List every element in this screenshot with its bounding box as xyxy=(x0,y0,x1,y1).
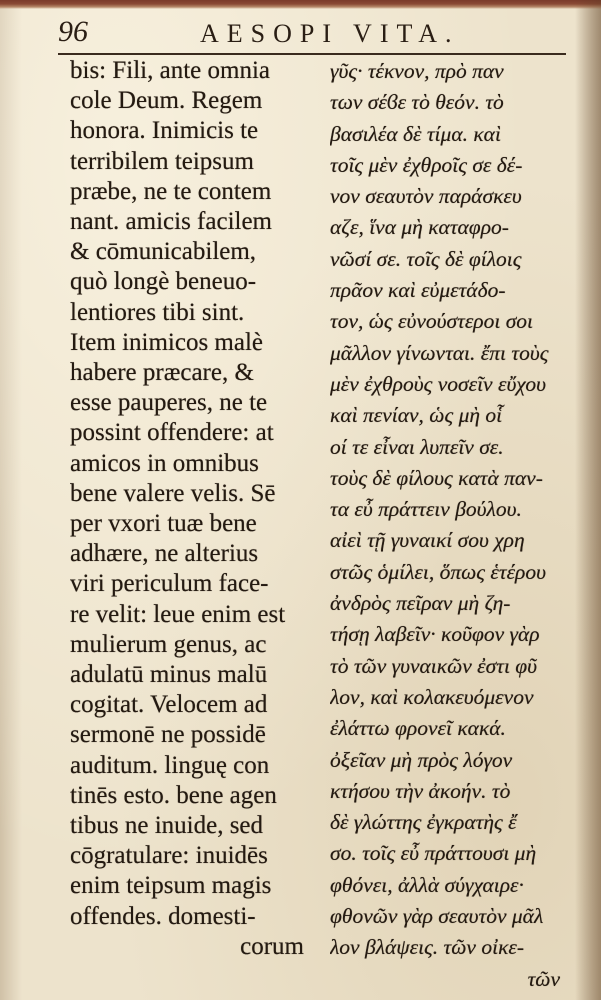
greek-column xyxy=(330,56,580,995)
greek-text-line: τήσῃ λαβεῖν· κοῦφον γὰρ xyxy=(330,622,540,647)
latin-text-line: terribilem teipsum xyxy=(70,147,254,175)
greek-text-line: μὲν ἐχθροὺς νοσεῖν εὔχου xyxy=(330,371,546,396)
greek-text-line: τον, ὡς εὐνούστεροι σοι xyxy=(330,309,534,334)
greek-text-line: λον βλάψεις. τῶν οἰκε- xyxy=(330,935,525,960)
greek-text-line: δὲ γλώττης ἐγκρατὴς ἔ xyxy=(330,810,517,835)
greek-text-line: στῶς ὁμίλει, ὅπως ἑτέρου xyxy=(330,559,546,584)
latin-text-line: lentiores tibi sint. xyxy=(70,298,245,326)
latin-column xyxy=(70,56,322,962)
latin-text-line: re velit: leue enim est xyxy=(70,600,286,628)
greek-text-line: ἐλάττω φρονεῖ κακά. xyxy=(330,716,506,741)
latin-text-line: mulierum genus, ac xyxy=(70,630,267,658)
greek-text-line: κτήσου τὴν ἀκοήν. τὸ xyxy=(330,778,511,803)
latin-text-line: amicos in omnibus xyxy=(70,449,259,477)
latin-text-line: enim teipsum magis xyxy=(70,872,272,900)
greek-text-line: πρᾶον καὶ εὐμετάδο- xyxy=(330,278,506,303)
greek-text-line: νῶσί σε. τοῖς δὲ φίλοις xyxy=(330,246,522,271)
greek-text-line: φθονῶν γὰρ σεαυτὸν μᾶλ xyxy=(330,904,544,929)
greek-text-line: αζε, ἵνα μὴ καταφρο- xyxy=(330,215,509,240)
latin-text-line: habere præcare, & xyxy=(70,359,254,387)
latin-text-line: esse pauperes, ne te xyxy=(70,389,268,417)
greek-text-line: λον, καὶ κολακευόμενον xyxy=(330,684,534,709)
greek-text-line: σο. τοῖς εὖ πράττουσι μὴ xyxy=(330,841,537,866)
latin-text-line: cōgratulare: inuidēs xyxy=(70,842,268,870)
page-header xyxy=(0,14,601,50)
latin-text-line: adulatū minus malū xyxy=(70,661,268,689)
greek-text-line: βασιλέα δὲ τίμα. καὶ xyxy=(330,121,501,146)
page-number: 96 xyxy=(58,15,88,48)
greek-text-line: τα εὖ πράττειν βούλου. xyxy=(330,497,522,522)
greek-text-line: αἰεὶ τῇ γυναικί σου χρη xyxy=(330,528,525,553)
latin-text-line: præbe, ne te contem xyxy=(70,177,272,205)
greek-text-line: καὶ πενίαν, ὡς μὴ οἷ xyxy=(330,403,503,428)
latin-text-line: Item inimicos malè xyxy=(70,328,264,356)
latin-text-line: honora. Inimicis te xyxy=(70,117,259,145)
greek-text-line: των σέϐε τὸ θεόν. τὸ xyxy=(330,90,504,115)
greek-text-line: τῶν xyxy=(527,966,560,991)
latin-text-line: tinēs esto. bene agen xyxy=(70,781,277,809)
greek-text-line: τὸ τῶν γυναικῶν ἐστι φῦ xyxy=(330,653,538,678)
latin-text-line: bis: Fili, ante omnia xyxy=(70,57,270,84)
running-title: AESOPI VITA. xyxy=(200,19,460,48)
latin-text-line: corum xyxy=(240,932,304,960)
latin-text-line: bene valere velis. Sē xyxy=(70,479,276,507)
latin-text-line: & cōmunicabilem, xyxy=(70,238,257,266)
greek-text-line: τοὺς δὲ φίλους κατὰ παν- xyxy=(330,465,543,490)
greek-text-line: γῦς· τέκνον, πρὸ παν xyxy=(330,59,504,83)
page-edge-shadow xyxy=(575,0,601,1000)
greek-text-line: νον σεαυτὸν παράσκευ xyxy=(330,184,522,209)
greek-text-line: οί τε εἶναι λυπεῖν σε. xyxy=(330,434,504,459)
latin-text-line: tibus ne inuide, sed xyxy=(70,812,264,840)
latin-text-line: possint offendere: at xyxy=(70,419,274,447)
latin-text-line: per vxori tuæ bene xyxy=(70,510,257,538)
latin-text-line: nant. amicis facilem xyxy=(70,208,273,236)
greek-text-line: τοῖς μὲν ἐχθροῖς σε δέ- xyxy=(330,152,523,177)
greek-text-line: ὀξεῖαν μὴ πρὸς λόγον xyxy=(330,747,513,772)
latin-text-line: sermonē ne possidē xyxy=(70,721,266,749)
latin-text-line: cole Deum. Regem xyxy=(70,87,263,115)
page-top-edge xyxy=(0,0,601,9)
greek-text-line: φθόνει, ἀλλὰ σύγχαιρε· xyxy=(330,872,524,897)
latin-text-line: cogitat. Velocem ad xyxy=(70,691,268,719)
latin-text-line: adhære, ne alterius xyxy=(70,540,259,568)
greek-text-line: ἀνδρὸς πεῖραν μὴ ζη- xyxy=(330,591,511,616)
header-rule xyxy=(58,53,566,55)
latin-text-line: viri periculum face- xyxy=(70,570,269,598)
latin-text-line: auditum. linguę con xyxy=(70,751,270,779)
latin-text-line: offendes. domesti- xyxy=(70,902,256,930)
latin-text-line: quò longè beneuo- xyxy=(70,268,257,296)
greek-text-line: μᾶλλον γίνωνται. ἔπι τοὺς xyxy=(330,340,549,365)
